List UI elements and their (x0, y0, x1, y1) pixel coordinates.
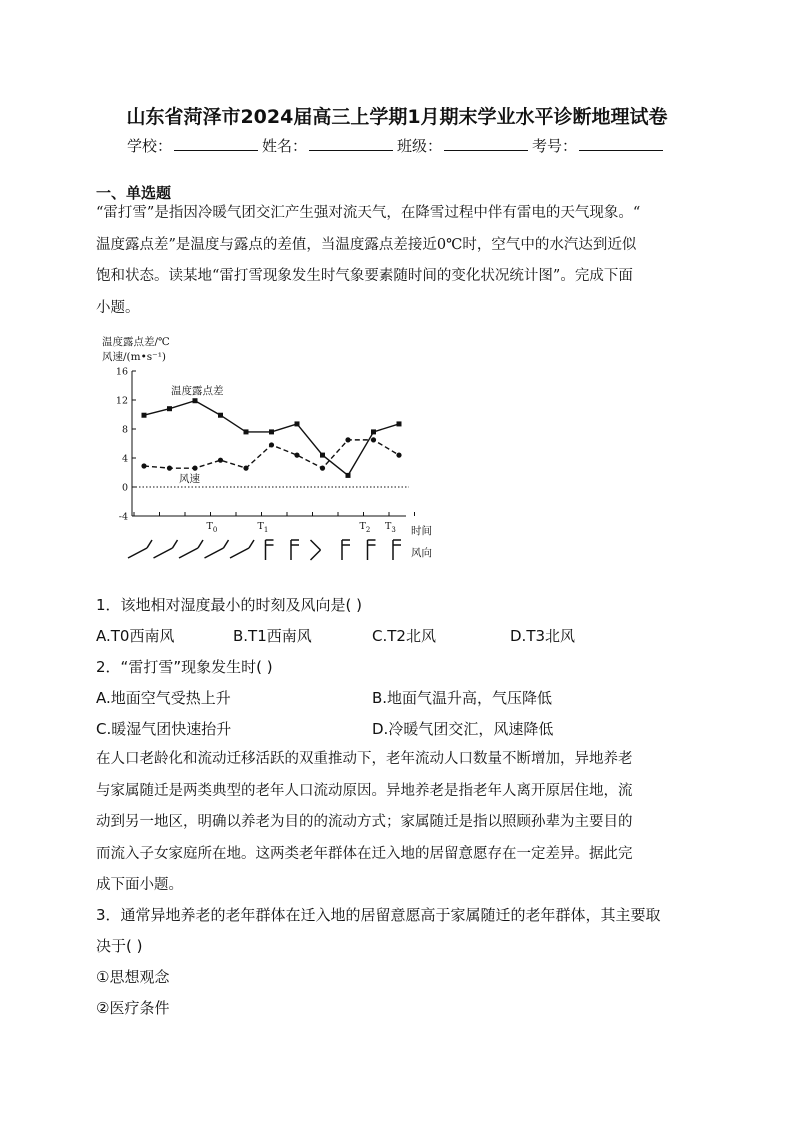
temp-dewpoint-point (346, 473, 351, 478)
wind-barb (368, 540, 376, 560)
class-field[interactable] (444, 136, 528, 151)
temp-dewpoint-line (144, 401, 399, 476)
passage-line: 而流入子女家庭所在地。这两类老年群体在迁入地的居留意愿存在一定差异。据此完 (96, 845, 633, 862)
wind-barb (179, 540, 203, 558)
q1-option-a[interactable]: A.T0西南风 (96, 627, 175, 645)
y-tick-label: -4 (118, 511, 128, 523)
student-info-line (0, 135, 794, 156)
time-label: $T_0$ (206, 521, 218, 534)
q2-option-c[interactable]: C.暖湿气团快速抬升 (96, 720, 232, 738)
temp-dewpoint-point (295, 421, 300, 426)
temp-dewpoint-point (167, 406, 172, 411)
wind-speed-point (141, 463, 146, 468)
wind-barb (342, 540, 350, 560)
wind-barb (266, 540, 274, 560)
time-label: $T_1$ (257, 521, 269, 534)
name-field[interactable] (309, 136, 393, 151)
wind-barb (393, 540, 401, 560)
passage-line: 饱和状态。读某地“雷打雪现象发生时气象要素随时间的变化状况统计图”。完成下面 (96, 268, 633, 284)
series-label-wind-speed: 风速 (179, 473, 200, 485)
time-label: $T_2$ (359, 521, 371, 534)
temp-dewpoint-point (371, 429, 376, 434)
y-tick-label: 12 (115, 395, 128, 407)
question-3-line-2: 决于( ) (96, 937, 143, 955)
y-tick-label: 0 (121, 482, 128, 494)
wind-barb (230, 540, 254, 558)
wind-speed-point (243, 466, 248, 471)
exam-title: 山东省菏泽市2024届高三上学期1月期末学业水平诊断地理试卷 (126, 106, 668, 128)
temp-dewpoint-point (244, 429, 249, 434)
wind-barb (154, 540, 178, 558)
question-1-stem: 1．该地相对湿度最小的时刻及风向是( ) (96, 596, 363, 614)
q1-option-b[interactable]: B.T1西南风 (233, 627, 312, 645)
school-field[interactable] (174, 136, 258, 151)
question-3-item-1[interactable]: ①思想观念 (96, 968, 170, 986)
temp-dewpoint-point (193, 398, 198, 403)
wind-speed-point (396, 453, 401, 458)
xaxis-label: 时间 (411, 525, 432, 537)
chart-series (141, 384, 401, 485)
temp-dewpoint-point (218, 413, 223, 418)
wind-speed-point (345, 437, 350, 442)
question-3-line-1: 3．通常异地养老的老年群体在迁入地的居留意愿高于家属随迁的老年群体，其主要取 (96, 906, 661, 924)
wind-speed-point (294, 453, 299, 458)
question-3-stem (96, 900, 706, 1024)
number-field[interactable] (579, 136, 663, 151)
wind-speed-point (320, 466, 325, 471)
wind-speed-point (192, 466, 197, 471)
passage-line: 小题。 (96, 299, 140, 316)
wind-barb (128, 540, 152, 558)
wind-barbs (128, 540, 401, 560)
temp-dewpoint-point (397, 421, 402, 426)
wind-speed-point (269, 442, 274, 447)
wind-speed-point (371, 437, 376, 442)
wind-barb (205, 540, 229, 558)
section-heading: 一、单选题 (96, 184, 172, 202)
passage-line: 与家属随迁是两类典型的老年人口流动原因。异地养老是指老年人离开原居住地，流 (96, 782, 633, 799)
number-label: 考号： (532, 137, 578, 155)
passage-1 (96, 198, 696, 324)
wind-barb (291, 540, 299, 560)
temp-dewpoint-point (269, 429, 274, 434)
wind-speed-point (167, 466, 172, 471)
q2-option-d[interactable]: D.冷暖气团交汇，风速降低 (372, 720, 554, 738)
q1-option-d[interactable]: D.T3北风 (510, 627, 576, 645)
temp-dewpoint-point (320, 453, 325, 458)
chart-ylabel-1: 温度露点差/℃ (102, 336, 170, 348)
wind-direction-label: 风向 (411, 547, 432, 559)
series-label-temp-dewpoint: 温度露点差 (171, 385, 224, 397)
y-tick-label: 8 (121, 424, 128, 436)
weather-chart (96, 330, 456, 570)
q2-option-b[interactable]: B.地面气温升高，气压降低 (372, 689, 553, 707)
y-tick-label: 16 (115, 366, 128, 378)
passage-line: 在人口老龄化和流动迁移活跃的双重推动下，老年流动人口数量不断增加，异地养老 (96, 751, 633, 767)
passage-line: 动到另一地区，明确以养老为目的的流动方式；家属随迁是指以照顾孙辈为主要目的 (96, 814, 633, 830)
q1-option-c[interactable]: C.T2北风 (372, 627, 436, 645)
chart-ylabel-2: 风速/(m•s⁻¹) (102, 351, 167, 363)
question-2-stem: 2．“雷打雪”现象发生时( ) (96, 658, 273, 676)
y-tick-label: 4 (121, 453, 128, 465)
q2-option-a[interactable]: A.地面空气受热上升 (96, 689, 231, 707)
class-label: 班级： (397, 137, 443, 155)
name-label: 姓名： (261, 137, 307, 155)
passage-2 (96, 744, 696, 902)
time-label: $T_3$ (385, 521, 396, 534)
wind-barb (311, 540, 321, 560)
temp-dewpoint-point (142, 413, 147, 418)
passage-line: 成下面小题。 (96, 877, 183, 893)
passage-line: “雷打雪”是指因冷暖气团交汇产生强对流天气，在降雪过程中伴有雷电的天气现象。“ (96, 205, 641, 221)
passage-line: 温度露点差”是温度与露点的差值，当温度露点差接近0℃时，空气中的水汽达到近似 (96, 236, 637, 253)
school-label: 学校： (126, 137, 172, 155)
question-3-item-2[interactable]: ②医疗条件 (96, 999, 170, 1017)
wind-speed-point (218, 458, 223, 463)
